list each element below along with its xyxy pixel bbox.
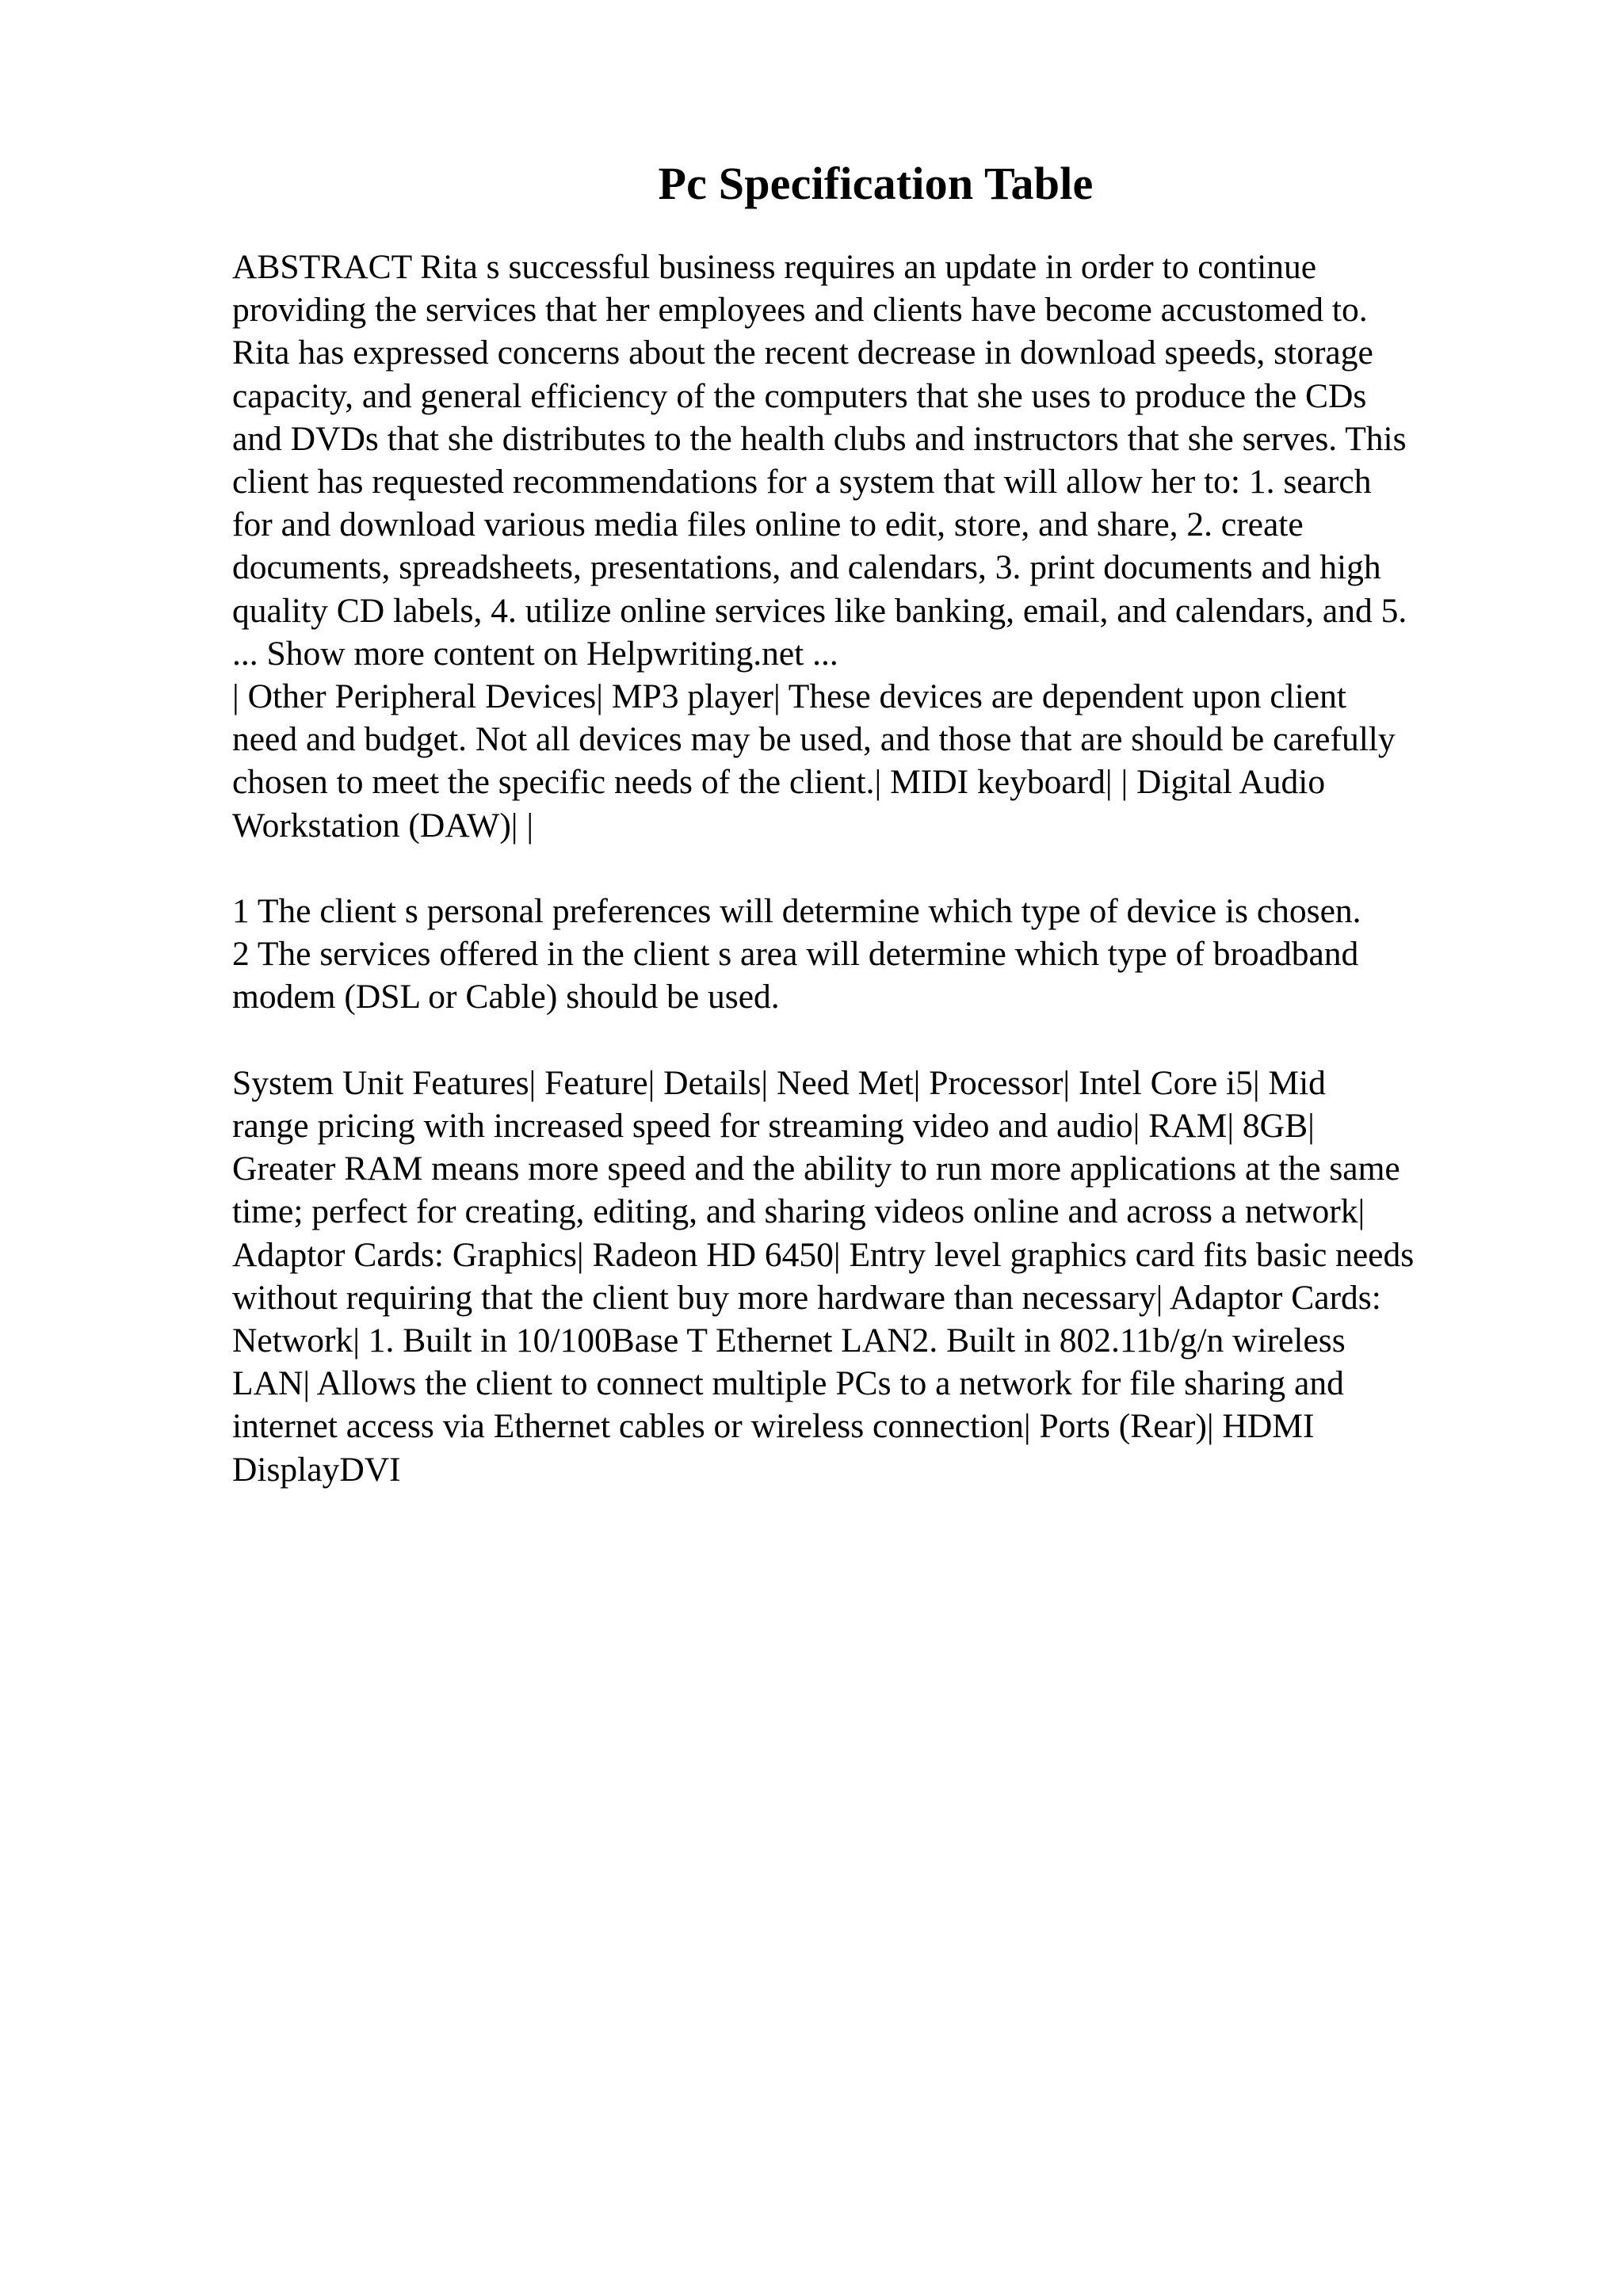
text-line: modem (DSL or Cable) should be used.: [232, 978, 780, 1016]
text-line: need and budget. Not all devices may be used, and those that are should be carefully: [232, 720, 1396, 759]
document-body: [232, 246, 1516, 1491]
text-line: LAN| Allows the client to connect multiple PCs to a network for file sharing and: [232, 1364, 1344, 1403]
text-line: ABSTRACT Rita s successful business requires an update in order to continue: [232, 248, 1317, 286]
text-line: System Unit Features| Feature| Details| Need Met| Processor| Intel Core i5| Mid: [232, 1063, 1326, 1102]
text-line: chosen to meet the specific needs of the client.| MIDI keyboard| | Digital Audio: [232, 763, 1326, 802]
text-line: quality CD labels, 4. utilize online services like banking, email, and calendars, and 5.: [232, 591, 1407, 630]
text-line: internet access via Ethernet cables or wireless connection| Ports (Rear)| HDMI: [232, 1407, 1315, 1446]
text-line: Network| 1. Built in 10/100Base T Ethernet LAN2. Built in 802.11b/g/n wireless: [232, 1322, 1346, 1360]
paragraph-gap: [232, 847, 1516, 890]
page-title: Pc Specification Table: [658, 158, 1094, 209]
text-line: and DVDs that she distributes to the health clubs and instructors that she serves. This: [232, 419, 1407, 458]
text-line: 2 The services offered in the client s area will determine which type of broadband: [232, 935, 1359, 974]
text-line: client has requested recommendations for a system that will allow her to: 1. search: [232, 463, 1372, 502]
text-line: range pricing with increased speed for streaming video and audio| RAM| 8GB|: [232, 1107, 1315, 1146]
text-line: documents, spreadsheets, presentations, and calendars, 3. print documents and high: [232, 548, 1381, 587]
text-line: Rita has expressed concerns about the recent decrease in download speeds, storage: [232, 334, 1373, 372]
text-line: Adaptor Cards: Graphics| Radeon HD 6450| Entry level graphics card fits basic needs: [232, 1235, 1415, 1274]
text-line: time; perfect for creating, editing, and sharing videos online and across a network|: [232, 1192, 1365, 1231]
text-line: capacity, and general efficiency of the computers that she uses to produce the CDs: [232, 376, 1367, 415]
text-line: Greater RAM means more speed and the ability to run more applications at the same: [232, 1150, 1400, 1188]
paragraph-gap: [232, 1019, 1516, 1062]
text-line: | Other Peripheral Devices| MP3 player| These devices are dependent upon client: [232, 677, 1346, 716]
text-line: Workstation (DAW)| |: [232, 806, 534, 845]
text-line: 1 The client s personal preferences will determine which type of device is chosen.: [232, 892, 1361, 931]
text-line: providing the services that her employees and clients have become accustomed to.: [232, 291, 1368, 330]
text-line: DisplayDVI: [232, 1450, 401, 1489]
text-line: for and download various media files online to edit, store, and share, 2. create: [232, 505, 1304, 544]
text-line: without requiring that the client buy more hardware than necessary| Adaptor Cards:: [232, 1278, 1381, 1317]
show-more-line: ... Show more content on Helpwriting.net ...: [232, 634, 838, 673]
